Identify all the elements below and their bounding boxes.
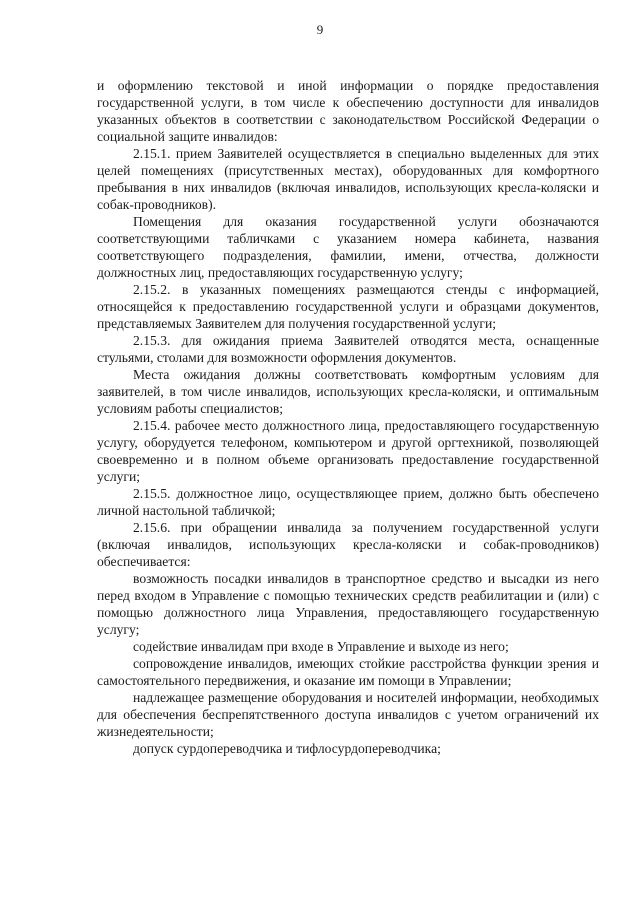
paragraph-premises-signage: Помещения для оказания государственной услуги обозначаются соответствующими табличками с указанием номера кабинета, названия соответствующего подразделения, фамилии, имени, отчества, должности должностных лиц, предоставляющих государственную услугу; [97, 214, 599, 280]
paragraph-2-15-2: 2.15.2. в указанных помещениях размещаются стенды с информацией, относящейся к предоставлению государственной услуги и образцами документов, представляемых Заявителем для получения государственной услуги; [97, 282, 599, 331]
paragraph-2-15-6: 2.15.6. при обращении инвалида за получением государственной услуги (включая инвалидов, использующих кресла-коляски и собак-проводников) обеспечивается: [97, 520, 599, 569]
page-number: 9 [316, 22, 324, 37]
list-item-interpreter-access: допуск сурдопереводчика и тифлосурдопереводчика; [133, 741, 441, 756]
list-item-equipment-placement: надлежащее размещение оборудования и носителей информации, необходимых для обеспечения беспрепятственного доступа инвалидов с учетом ограничений их жизнедеятельности; [97, 690, 599, 739]
list-item-transport-boarding: возможность посадки инвалидов в транспортное средство и высадки из него перед входом в Управление с помощью технических средств реабилитации и (или) с помощью должностного лица Управления, предоставляющего государственную услугу; [97, 571, 599, 637]
paragraph-waiting-areas: Места ожидания должны соответствовать комфортным условиям для заявителей, в том числе инвалидов, использующих кресла-коляски, и оптимальным условиям работы специалистов; [97, 367, 599, 416]
paragraph-2-15-1: 2.15.1. прием Заявителей осуществляется в специально выделенных для этих целей помещениях (присутственных местах), оборудованных для комфортного пребывания в них инвалидов (включая инвалидов, использующих кресла-коляски и собак-проводников). [97, 146, 599, 212]
paragraph-intro: и оформлению текстовой и иной информации о порядке предоставления государственной услуги, в том числе к обеспечению доступности для инвалидов указанных объектов в соответствии с законодательством Российской Федерации о социальной защите инвалидов: [97, 78, 599, 144]
list-item-escort: сопровождение инвалидов, имеющих стойкие расстройства функции зрения и самостоятельного передвижения, и оказание им помощи в Управлении; [97, 656, 599, 688]
list-item-entry-assistance: содействие инвалидам при входе в Управление и выходе из него; [133, 639, 509, 654]
body-text [97, 77, 599, 757]
paragraph-2-15-5: 2.15.5. должностное лицо, осуществляющее прием, должно быть обеспечено личной настольной табличкой; [97, 486, 599, 518]
paragraph-2-15-3: 2.15.3. для ожидания приема Заявителей отводятся места, оснащенные стульями, столами для возможности оформления документов. [97, 333, 599, 365]
paragraph-2-15-4: 2.15.4. рабочее место должностного лица, предоставляющего государственную услугу, оборудуется телефоном, компьютером и другой оргтехникой, позволяющей своевременно и в полном объеме организовать предоставление государственной услуги; [97, 418, 599, 484]
